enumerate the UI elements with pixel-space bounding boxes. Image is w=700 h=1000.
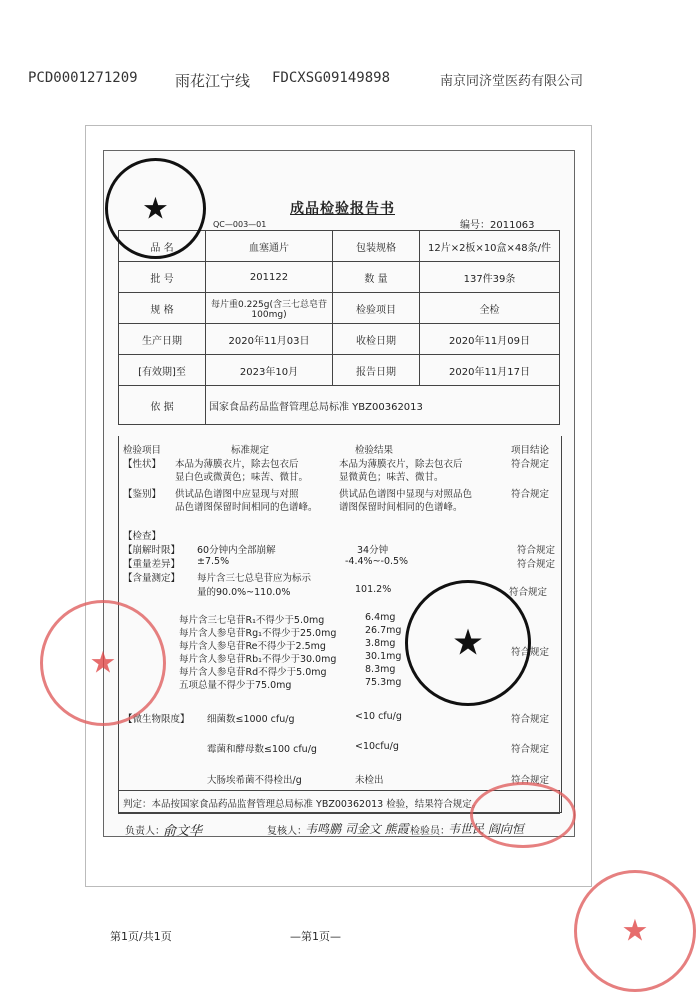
saponin-std: 每片含人参皂苷Rd不得少于5.0mg — [179, 667, 327, 678]
cell-label: [有效期]至 — [119, 355, 206, 386]
reviewer-label: 复核人： — [267, 826, 307, 837]
inspector-label: 检验员： — [410, 826, 450, 837]
cell-label: 收检日期 — [333, 324, 420, 355]
micro-res: 未检出 — [355, 775, 384, 786]
micro-res: <10cfu/g — [355, 741, 399, 752]
cell-value: 12片×2板×10盒×48条/件 — [420, 231, 560, 262]
cell-value: 201122 — [206, 262, 333, 293]
micro-conc: 符合规定 — [511, 775, 550, 786]
doc-number: QC—003—01 — [213, 220, 267, 229]
saponin-res: 30.1mg — [365, 651, 402, 662]
star-icon: ★ — [89, 645, 117, 681]
header-route: 雨花江宁线 — [175, 72, 251, 90]
cell-value: 2023年10月 — [206, 355, 333, 386]
table-row — [119, 386, 560, 425]
cell-label: 数 量 — [333, 262, 420, 293]
micro-conc: 符合规定 — [511, 714, 550, 725]
micro-std: 大肠埃希菌不得检出/g — [207, 775, 302, 786]
check-label: 【重量差异】 — [123, 559, 181, 570]
cell-label: 品 名 — [119, 231, 206, 262]
quality-seal-stamp — [405, 580, 531, 706]
check-res: 34分钟 — [357, 545, 389, 556]
saponin-std: 五项总量不得少于75.0mg — [179, 680, 292, 691]
saponin-res: 8.3mg — [365, 664, 396, 675]
check-std: 60分钟内全部崩解 — [197, 545, 276, 556]
col-standard: 标准规定 — [231, 445, 270, 456]
saponin-res: 75.3mg — [365, 677, 402, 688]
star-icon: ★ — [451, 622, 485, 664]
cell-label: 依 据 — [119, 386, 206, 425]
inspector-signature: 韦世民 阎向恒 — [448, 822, 524, 836]
page-indicator: 第1页/共1页 — [110, 930, 172, 943]
saponin-std: 每片含三七皂苷R₁不得少于5.0mg — [179, 615, 325, 626]
jb-std2: 品色谱图保留时间相同的色谱峰。 — [175, 502, 318, 513]
cell-label: 包装规格 — [333, 231, 420, 262]
assay-std2: 量的90.0%~110.0% — [197, 587, 291, 598]
xz-conc: 符合规定 — [511, 459, 550, 470]
saponin-res: 6.4mg — [365, 612, 396, 623]
check-conc: 符合规定 — [517, 545, 556, 556]
saponin-std: 每片含人参皂苷Re不得少于2.5mg — [179, 641, 326, 652]
red-oval-stamp — [470, 782, 576, 848]
table-row — [119, 324, 560, 355]
jb-label: 【鉴别】 — [123, 489, 162, 500]
cell-value: 2020年11月17日 — [420, 355, 560, 386]
cell-label: 批 号 — [119, 262, 206, 293]
saponin-std: 每片含人参皂苷Rb₁不得少于30.0mg — [179, 654, 337, 665]
jc-label: 【检查】 — [123, 531, 162, 542]
page-center: —第1页— — [290, 930, 341, 943]
cell-value: 2020年11月03日 — [206, 324, 333, 355]
xz-res2: 显微黄色；味苦、微甘。 — [339, 472, 444, 483]
star-icon: ★ — [621, 913, 649, 949]
xz-std2: 显白色或微黄色；味苦、微甘。 — [175, 472, 309, 483]
micro-label: 【微生物限度】 — [123, 714, 190, 725]
cell-value: 每片重0.225g(含三七总皂苷100mg) — [206, 293, 333, 324]
xz-label: 【性状】 — [123, 459, 162, 470]
header-code-2: FDCXSG09149898 — [272, 70, 391, 86]
cell-value: 血塞通片 — [206, 231, 333, 262]
header-company: 南京同济堂医药有限公司 — [440, 74, 584, 89]
cell-value: 2020年11月09日 — [420, 324, 560, 355]
col-conclusion: 项目结论 — [511, 445, 550, 456]
info-table — [118, 230, 560, 425]
table-row — [119, 355, 560, 386]
basis-value: 国家食品药品监督管理总局标准 YBZ00362013 — [206, 386, 560, 425]
responsible-signature: 俞文华 — [163, 824, 203, 839]
xz-std1: 本品为薄膜衣片，除去包衣后 — [175, 459, 299, 470]
cell-label: 检验项目 — [333, 293, 420, 324]
responsible-label: 负责人： — [125, 826, 165, 837]
header-code-1: PCD0001271209 — [28, 70, 138, 86]
check-label: 【崩解时限】 — [123, 545, 181, 556]
check-res: -4.4%~-0.5% — [345, 556, 409, 567]
reviewer-signature: 韦鸣鹏 司金文 熊霞 — [305, 822, 409, 836]
saponin-res: 3.8mg — [365, 638, 396, 649]
cell-value: 全检 — [420, 293, 560, 324]
jb-res2: 谱图保留时间相同的色谱峰。 — [339, 502, 463, 513]
red-seal-stamp-2 — [574, 870, 696, 992]
cell-label: 规 格 — [119, 293, 206, 324]
conclusion-text: 判定：本品按国家食品药品监督管理总局标准 YBZ00362013 检验，结果符合规定。 — [123, 799, 482, 810]
jb-conc: 符合规定 — [511, 489, 550, 500]
red-seal-stamp — [40, 600, 166, 726]
company-seal-stamp — [105, 158, 206, 259]
cell-label: 生产日期 — [119, 324, 206, 355]
saponin-std: 每片含人参皂苷Rg₁不得少于25.0mg — [179, 628, 337, 639]
micro-conc: 符合规定 — [511, 744, 550, 755]
xz-res1: 本品为薄膜衣片，除去包衣后 — [339, 459, 463, 470]
micro-std: 霉菌和酵母数≤100 cfu/g — [207, 744, 317, 755]
micro-std: 细菌数≤1000 cfu/g — [207, 714, 295, 725]
assay-label: 【含量测定】 — [123, 573, 181, 584]
jb-res1: 供试品色谱图中显现与对照品色 — [339, 489, 473, 500]
report-number: 编号：2011063 — [460, 220, 535, 231]
col-item: 检验项目 — [123, 445, 162, 456]
jb-std1: 供试品色谱图中应显现与对照 — [175, 489, 299, 500]
assay-conc: 符合规定 — [509, 587, 548, 598]
table-row — [119, 293, 560, 324]
cell-value: 137件39条 — [420, 262, 560, 293]
table-row — [119, 262, 560, 293]
star-icon: ★ — [142, 191, 169, 226]
cell-label: 报告日期 — [333, 355, 420, 386]
saponin-res: 26.7mg — [365, 625, 402, 636]
micro-res: <10 cfu/g — [355, 711, 402, 722]
assay-res: 101.2% — [355, 584, 392, 595]
check-conc: 符合规定 — [517, 559, 556, 570]
check-std: ±7.5% — [197, 556, 230, 567]
col-result: 检验结果 — [355, 445, 394, 456]
assay-std1: 每片含三七总皂苷应为标示 — [197, 573, 312, 584]
report-title: 成品检验报告书 — [290, 201, 395, 217]
saponin-conc: 符合规定 — [511, 647, 550, 658]
